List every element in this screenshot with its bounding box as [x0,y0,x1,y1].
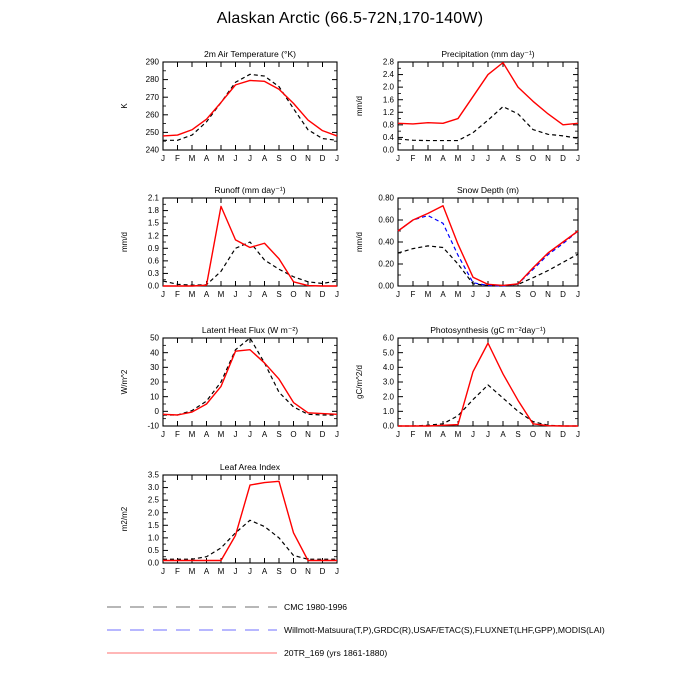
model-line [163,206,337,286]
y-tick-label: 3.0 [382,377,394,387]
y-axis-label: mm/d [120,232,129,252]
x-tick-label: J [233,290,238,299]
x-tick-label: J [233,430,238,439]
x-tick-label: M [188,567,196,576]
y-tick-label: 0 [154,406,159,416]
panel-air-temperature [120,49,339,163]
x-tick-label: S [515,290,521,299]
y-tick-label: 1.2 [382,107,394,117]
model-line [163,350,337,415]
x-tick-label: J [248,430,252,439]
cmc-line [398,246,578,286]
y-axis-label: m2/m2 [120,506,129,532]
y-tick-label: 0.0 [382,421,394,431]
x-tick-label: M [217,154,225,163]
plot-frame [163,475,337,563]
panel-title: Runoff (mm day⁻¹) [214,185,286,195]
y-tick-label: 40 [150,348,159,358]
y-tick-label: 240 [145,145,159,155]
x-tick-label: N [305,290,311,299]
y-tick-label: 6.0 [382,333,394,343]
x-tick-label: S [515,430,521,439]
legend-label-cmc: CMC 1980-1996 [284,602,348,612]
y-axis-label: K [120,103,129,109]
x-tick-label: N [305,154,311,163]
y-tick-label: 0.0 [147,281,159,291]
x-tick-label: A [203,430,210,439]
y-tick-label: 2.5 [147,495,159,505]
x-tick-label: O [529,290,537,299]
y-tick-label: 2.4 [382,70,394,80]
x-tick-label: M [424,290,432,299]
x-tick-label: M [454,154,462,163]
x-tick-label: J [486,290,490,299]
x-tick-label: J [486,154,490,163]
y-tick-label: 2.1 [147,193,159,203]
y-tick-label: 0.80 [378,193,394,203]
x-tick-label: J [233,154,238,163]
x-tick-label: J [248,154,252,163]
y-tick-label: 290 [145,57,159,67]
y-tick-label: 4.0 [382,362,394,372]
x-tick-label: J [335,430,339,439]
x-tick-label: J [161,567,165,576]
x-tick-label: F [175,154,180,163]
y-tick-label: 0.9 [147,243,159,253]
x-tick-label: J [576,290,580,299]
x-tick-label: O [290,567,297,576]
y-tick-label: 0.8 [382,120,394,130]
panel-photosynthesis [355,325,580,439]
x-tick-label: F [175,430,180,439]
panel-runoff [120,185,339,299]
x-tick-label: A [203,567,210,576]
y-tick-label: 1.0 [147,533,159,543]
y-tick-label: 250 [145,128,159,137]
x-tick-label: M [188,154,196,163]
panel-precipitation [355,49,580,163]
y-tick-label: 270 [145,92,159,102]
x-tick-label: O [290,154,297,163]
y-tick-label: 3.0 [147,483,159,493]
y-tick-label: 20 [150,377,159,387]
model-line [398,63,578,125]
x-tick-label: F [175,290,180,299]
y-tick-label: 0.00 [378,281,394,291]
x-tick-label: J [486,430,490,439]
legend-label-model: 20TR_169 (yrs 1861-1880) [284,648,388,658]
x-tick-label: O [290,290,297,299]
y-axis-label: gC/m^2/d [355,365,364,399]
panel-title: Snow Depth (m) [456,185,520,195]
x-tick-label: S [515,154,521,163]
x-tick-label: A [500,430,506,439]
x-tick-label: F [410,290,416,299]
x-tick-label: D [319,430,326,439]
cmc-line [163,242,337,285]
x-tick-label: M [454,430,462,439]
panel-title: Photosynthesis (gC m⁻²day⁻¹) [430,325,546,335]
x-tick-label: F [410,430,416,439]
x-tick-label: S [276,154,282,163]
x-tick-label: J [471,290,475,299]
y-tick-label: 3.5 [147,470,159,480]
x-tick-label: M [424,430,432,439]
x-tick-label: S [276,430,282,439]
x-tick-label: J [471,154,475,163]
plot-frame [398,198,578,286]
x-tick-label: J [161,430,165,439]
y-tick-label: 0.60 [378,215,394,225]
x-tick-label: J [576,430,580,439]
legend-item-obs2 [107,625,605,635]
x-tick-label: D [319,154,326,163]
y-tick-label: 1.8 [147,206,159,216]
y-tick-label: 0.0 [147,558,159,568]
y-tick-label: 10 [150,392,159,402]
x-tick-label: D [319,567,326,576]
x-tick-label: J [335,567,339,576]
x-tick-label: J [335,154,339,163]
x-tick-label: S [276,567,282,576]
x-tick-label: A [500,290,506,299]
x-tick-label: D [560,430,566,439]
y-tick-label: 2.0 [382,392,394,402]
y-tick-label: 280 [145,75,159,85]
x-tick-label: M [188,290,196,299]
cmc-line [163,520,337,559]
y-tick-label: 1.2 [147,231,159,241]
legend-item-cmc [107,602,347,612]
y-tick-label: 50 [150,333,159,343]
x-tick-label: N [305,430,311,439]
y-tick-label: 0.40 [378,237,394,247]
y-axis-label: mm/d [355,96,364,116]
x-tick-label: N [545,154,551,163]
x-tick-label: M [217,567,225,576]
y-tick-label: 2.0 [147,508,159,518]
y-tick-label: 260 [145,110,159,120]
y-tick-label: 30 [150,362,159,372]
cmc-line [398,385,578,426]
panel-title: Precipitation (mm day⁻¹) [441,49,535,59]
x-tick-label: O [529,430,537,439]
panel-leaf-area-index [120,462,339,576]
x-tick-label: D [319,290,326,299]
x-tick-label: J [396,154,400,163]
figure-title: Alaskan Arctic (66.5-72N,170-140W) [216,10,484,27]
x-tick-label: J [161,154,165,163]
x-tick-label: J [248,567,252,576]
y-tick-label: 2.8 [382,57,394,67]
y-tick-label: 0.4 [382,133,394,143]
legend-label-obs2: Willmott-Matsuura(T,P),GRDC(R),USAF/ETAC(S),FLUXNET(LHF,GPP),MODIS(LAI) [284,625,605,635]
x-tick-label: J [233,567,238,576]
x-tick-label: D [560,154,566,163]
x-tick-label: A [261,290,268,299]
x-tick-label: M [188,430,196,439]
panel-title: Latent Heat Flux (W m⁻²) [201,325,299,335]
x-tick-label: J [248,290,252,299]
x-tick-label: S [276,290,282,299]
x-tick-label: M [454,290,462,299]
x-tick-label: J [471,430,475,439]
x-tick-label: M [217,430,225,439]
x-tick-label: A [203,290,210,299]
x-tick-label: O [529,154,537,163]
panel-snow-depth [355,185,580,299]
panel-latent-heat-flux [120,325,339,439]
x-tick-label: N [545,290,551,299]
model-line [398,206,578,286]
x-tick-label: J [576,154,580,163]
y-tick-label: 0.5 [147,546,159,556]
plot-frame [163,62,337,150]
y-tick-label: 2.0 [382,82,394,92]
y-tick-label: 1.5 [147,218,159,228]
x-tick-label: A [203,154,210,163]
x-tick-label: J [161,290,165,299]
x-tick-label: A [440,290,446,299]
x-tick-label: N [545,430,551,439]
y-tick-label: 5.0 [382,348,394,358]
plot-frame [398,338,578,426]
panel-title: 2m Air Temperature (°K) [203,49,297,59]
x-tick-label: M [424,154,432,163]
x-tick-label: A [261,154,268,163]
model-line [163,80,337,135]
x-tick-label: M [217,290,225,299]
y-tick-label: 0.6 [147,256,159,266]
x-tick-label: J [396,430,400,439]
panel-title: Leaf Area Index [219,462,281,472]
x-tick-label: N [305,567,311,576]
y-tick-label: 0.20 [378,259,394,269]
x-tick-label: A [440,154,446,163]
x-tick-label: F [175,567,180,576]
y-axis-label: W/m^2 [120,369,129,395]
y-tick-label: 0.3 [147,269,159,279]
legend-item-model [107,648,387,658]
x-tick-label: A [440,430,446,439]
x-tick-label: J [396,290,400,299]
y-tick-label: -10 [147,421,159,431]
x-tick-label: A [261,567,268,576]
x-tick-label: D [560,290,566,299]
y-tick-label: 1.5 [147,520,159,530]
y-tick-label: 0.0 [382,145,394,155]
x-tick-label: O [290,430,297,439]
x-tick-label: A [500,154,506,163]
y-axis-label: mm/d [355,232,364,252]
x-tick-label: A [261,430,268,439]
y-tick-label: 1.6 [382,95,394,105]
x-tick-label: F [410,154,416,163]
x-tick-label: J [335,290,339,299]
y-tick-label: 1.0 [382,406,394,416]
